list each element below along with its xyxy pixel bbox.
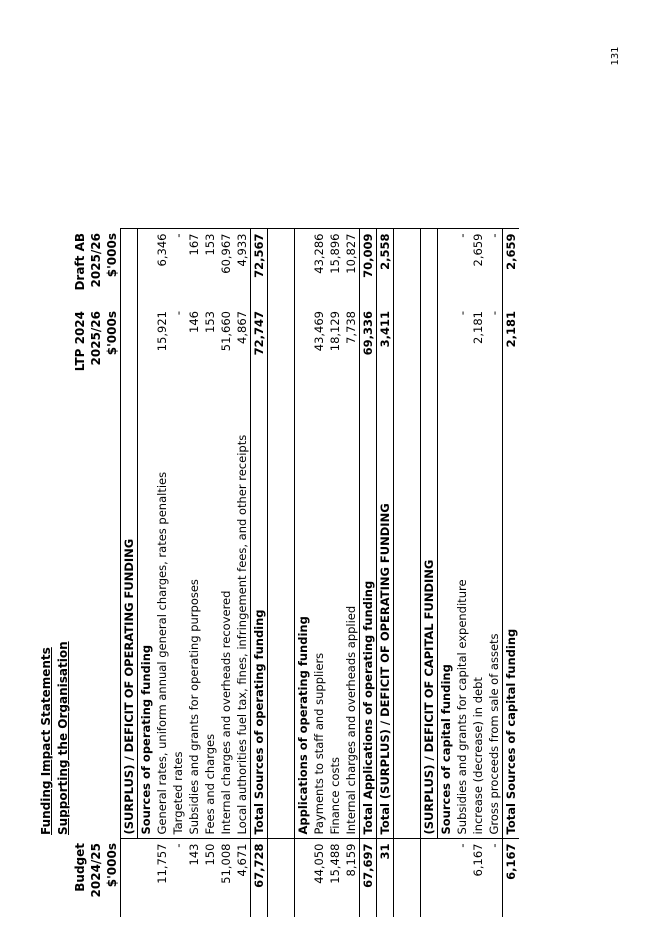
funding-impact-statement [38, 7, 638, 917]
cell-budget: 51,008 [218, 839, 234, 917]
cell-draft: 2,659 [470, 229, 486, 307]
cell-ltp: 153 [203, 311, 217, 333]
cell-budget: 150 [202, 839, 218, 917]
table-row [186, 7, 202, 917]
table-row [170, 7, 186, 917]
cell-ltp: - [171, 311, 185, 316]
cell-draft: 72,567 [251, 229, 268, 307]
net-row [377, 7, 394, 917]
cell-draft: - [454, 229, 470, 307]
table-row [486, 7, 503, 917]
col-draft-label: Draft AB [73, 233, 87, 291]
cell-draft: 10,827 [343, 229, 360, 307]
total-row [251, 7, 268, 917]
cell-budget: - [454, 839, 470, 917]
cell-budget: 143 [186, 839, 202, 917]
row-label: Subsidies and grants for capital expenditure [455, 579, 469, 835]
col-budget-label: Budget [73, 843, 87, 892]
row-label: Total Applications of operating funding [360, 385, 377, 839]
cell-ltp: 15,921 [155, 311, 169, 352]
cell-budget: 8,159 [343, 839, 360, 917]
cell-draft: 43,286 [311, 229, 327, 307]
cell-draft: 6,346 [154, 229, 170, 307]
row-label: Internal charges and overheads recovered [219, 590, 233, 835]
row-label: General rates, uniform annual general charges, rates penalties [155, 471, 169, 835]
cell-budget: - [486, 839, 503, 917]
capital-sources-heading: Sources of capital funding [439, 664, 453, 835]
table-row [311, 7, 327, 917]
table-row [154, 7, 170, 917]
row-label: Payments to staff and suppliers [312, 652, 326, 835]
cell-draft: 70,009 [360, 229, 377, 307]
cell-budget: 6,167 [503, 839, 520, 917]
cell-budget: 67,728 [251, 839, 268, 917]
col-ltp-label: LTP 2024 [73, 311, 87, 372]
cell-draft: 60,967 [218, 229, 234, 307]
cell-ltp: 18,129 [328, 311, 342, 352]
page-number: 131 [610, 46, 621, 66]
cell-draft: - [486, 229, 503, 307]
cell-ltp: 7,738 [344, 311, 358, 344]
cell-ltp: 72,747 [251, 307, 268, 385]
col-ltp-year: 2025/26 [89, 311, 103, 366]
cell-budget: 11,757 [154, 839, 170, 917]
cell-ltp: 2,181 [471, 311, 485, 344]
cell-budget: 6,167 [470, 839, 486, 917]
row-label: Total Sources of operating funding [251, 385, 268, 839]
row-label: Local authorities fuel tax, fines, infringement fees, and other receipts [235, 434, 249, 835]
row-label: Finance costs [328, 756, 342, 835]
table-row [470, 7, 486, 917]
cell-budget: - [170, 839, 186, 917]
cell-draft: - [170, 229, 186, 307]
row-label: Fees and charges [203, 733, 217, 835]
cell-ltp: 69,336 [360, 307, 377, 385]
cell-budget: 4,671 [234, 839, 251, 917]
cell-ltp: 2,181 [503, 307, 520, 385]
row-label: increase (decrease) in debt [471, 677, 485, 835]
cell-draft: 2,558 [377, 229, 394, 307]
cell-budget: 67,697 [360, 839, 377, 917]
row-label: Internal charges and overheads applied [344, 605, 358, 835]
statement-subtitle: Supporting the Organisation [56, 641, 70, 835]
cell-ltp: 43,469 [312, 311, 326, 352]
table-row [218, 7, 234, 917]
col-draft-unit: $'000s [104, 229, 121, 307]
col-ltp-unit: $'000s [104, 307, 121, 385]
row-label: Targeted rates [171, 751, 185, 835]
operating-heading: (SURPLUS) / DEFICIT OF OPERATING FUNDING [121, 385, 138, 839]
cell-budget: 31 [377, 839, 394, 917]
cell-budget: 15,488 [327, 839, 343, 917]
statement-table [38, 7, 519, 917]
cell-draft: 153 [202, 229, 218, 307]
row-label: Subsidies and grants for operating purposes [187, 579, 201, 835]
statement-title: Funding Impact Statements [39, 647, 53, 835]
col-budget-year: 2024/25 [89, 843, 103, 898]
cell-ltp: - [455, 311, 469, 316]
cell-draft: 167 [186, 229, 202, 307]
row-label: Gross proceeds from sale of assets [487, 633, 501, 835]
table-row [234, 7, 251, 917]
table-row [343, 7, 360, 917]
capital-heading: (SURPLUS) / DEFICIT OF CAPITAL FUNDING [421, 385, 438, 839]
cell-draft: 4,933 [234, 229, 251, 307]
cell-draft: 2,659 [503, 229, 520, 307]
table-row [454, 7, 470, 917]
operating-sources-heading: Sources of operating funding [139, 644, 153, 835]
total-row [503, 7, 520, 917]
table-row [327, 7, 343, 917]
cell-budget: 44,050 [311, 839, 327, 917]
total-row [360, 7, 377, 917]
row-label: Total (SURPLUS) / DEFICIT OF OPERATING FUNDING [377, 385, 394, 839]
cell-ltp: 146 [187, 311, 201, 333]
cell-draft: 15,896 [327, 229, 343, 307]
row-label: Total Sources of capital funding [503, 385, 520, 839]
cell-ltp: - [487, 311, 501, 316]
cell-ltp: 3,411 [377, 307, 394, 385]
cell-ltp: 51,660 [219, 311, 233, 352]
cell-ltp: 4,867 [235, 311, 249, 344]
col-budget-unit: $'000s [104, 839, 121, 917]
table-row [202, 7, 218, 917]
col-draft-year: 2025/26 [89, 233, 103, 288]
operating-applications-heading: Applications of operating funding [296, 616, 310, 835]
